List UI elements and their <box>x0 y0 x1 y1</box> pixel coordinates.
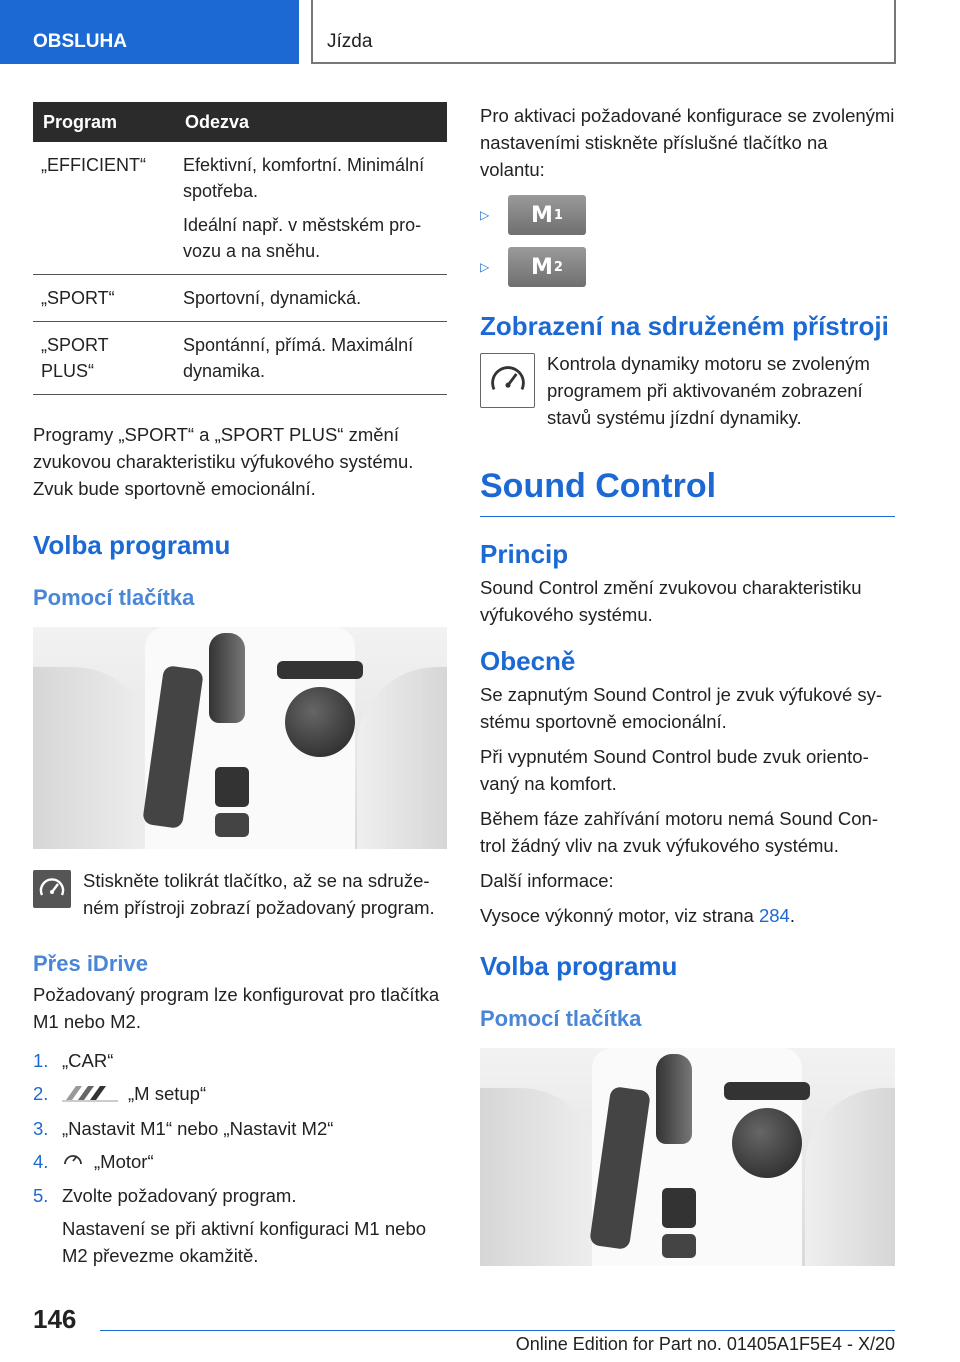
center-console-photo <box>480 1048 895 1266</box>
heading-volba-programu: Volba programu <box>33 530 231 560</box>
gauge-icon <box>33 870 71 908</box>
page-reference-link[interactable]: 284 <box>758 905 790 926</box>
m1-steering-button: M 1 <box>508 195 586 235</box>
table-row <box>33 275 447 322</box>
heading-pomoci-tlacitka-2: Pomocí tlačítka <box>480 1006 642 1031</box>
page-footer <box>0 1290 960 1362</box>
table-cell-response <box>175 322 447 395</box>
display-note <box>480 350 895 431</box>
heading-obecne: Obecně <box>480 646 576 676</box>
table-cell-program: „EFFICIENT“ <box>33 142 175 275</box>
center-console-photo <box>33 627 447 849</box>
table-row <box>33 322 447 395</box>
gauge-icon <box>480 353 535 408</box>
idrive-steps <box>33 1047 447 1269</box>
table-header-row <box>33 102 447 142</box>
response-text: Efektivní, komfortní. Minimální spotřeba. <box>183 155 425 201</box>
obecne-p1: Se zapnutým Sound Control je zvuk výfukové systému sportovně emocionální. <box>480 684 883 732</box>
table-header-response: Odezva <box>175 102 447 142</box>
m1-key-item <box>480 195 895 235</box>
heading-volba-programu-2: Volba programu <box>480 951 678 981</box>
list-item: 1. „CAR“ <box>33 1050 114 1071</box>
response-text: Ideální např. v městském provozu a na sněhu. <box>183 215 422 261</box>
obecne-p2: Při vypnutém Sound Control bude zvuk orientovaný na komfort. <box>480 746 869 794</box>
list-item: 5. Zvolte požadovaný program. Nastavení se při aktivní konfiguraci M1 nebo M2 převezme okamžitě. <box>33 1185 427 1267</box>
display-note-text: Kontrola dynamiky motoru se zvoleným programem při aktivovaném zobrazení stavů systému jízdní dynamiky. <box>547 353 870 428</box>
triangle-bullet-icon: ▷ <box>480 208 490 222</box>
more-info-label: Další informace: <box>480 870 614 891</box>
table-cell-program: „SPORT“ <box>33 275 175 322</box>
left-column <box>33 102 447 1269</box>
response-text: Spontánní, přímá. Maximální dynamika. <box>183 335 414 381</box>
heading-zobrazeni: Zobrazení na sdruženém přístroji <box>480 311 889 341</box>
table-header-program: Program <box>33 102 175 142</box>
gauge-icon <box>62 1149 84 1176</box>
list-item: 3. „Nastavit M1“ nebo „Nastavit M2“ <box>33 1117 334 1139</box>
programs-note: Programy „SPORT“ a „SPORT PLUS“ změní zvukovou charakteristiku výfukového systému. Zvuk bude sportovně emocionální. <box>33 424 414 499</box>
press-note <box>33 867 447 921</box>
list-item: 2. „M setup“ <box>33 1080 447 1109</box>
program-table <box>33 102 447 395</box>
table-cell-response <box>175 142 447 275</box>
table-cell-response <box>175 275 447 322</box>
right-column <box>480 102 895 1266</box>
triangle-bullet-icon: ▷ <box>480 260 490 274</box>
m-stripes-icon <box>62 1082 118 1109</box>
activate-text: Pro aktivaci požadované konfigurace se zvolenými nastaveními stiskněte příslušné tlačítko na volantu: <box>480 105 895 180</box>
heading-princip: Princip <box>480 539 569 569</box>
footer-divider <box>100 1330 895 1331</box>
list-item: 4. „Motor“ <box>33 1148 447 1177</box>
heading-pomoci-tlacitka: Pomocí tlačítka <box>33 585 195 610</box>
press-note-text: Stiskněte tolikrát tlačítko, až se na sdruženém přístroji zobrazí požadovaný program. <box>83 870 435 918</box>
obecne-p3: Během fáze zahřívání motoru nemá Sound Control žádný vliv na zvuk výfukového systému. <box>480 808 878 856</box>
response-text: Sportovní, dynamická. <box>183 288 362 308</box>
idrive-text: Požadovaný program lze konfigurovat pro tlačítka M1 nebo M2. <box>33 984 440 1032</box>
table-cell-program: „SPORT PLUS“ <box>33 322 175 395</box>
m2-key-item <box>480 247 895 287</box>
table-row <box>33 142 447 275</box>
princip-text: Sound Control změní zvukovou charakteristiku výfukového systému. <box>480 577 862 625</box>
edition-text: Online Edition for Part no. 01405A1F5E4 - X/20 <box>515 1334 895 1354</box>
section-tab: OBSLUHA <box>0 0 299 64</box>
page-header <box>0 0 960 66</box>
heading-sound-control: Sound Control <box>480 467 895 517</box>
heading-pres-idrive: Přes iDrive <box>33 951 148 976</box>
m2-steering-button: M 2 <box>508 247 586 287</box>
more-info-text: Vysoce výkonný motor, viz strana 284. <box>480 905 795 926</box>
chapter-title: Jízda <box>311 0 896 64</box>
page-number: 146 <box>33 1304 77 1334</box>
